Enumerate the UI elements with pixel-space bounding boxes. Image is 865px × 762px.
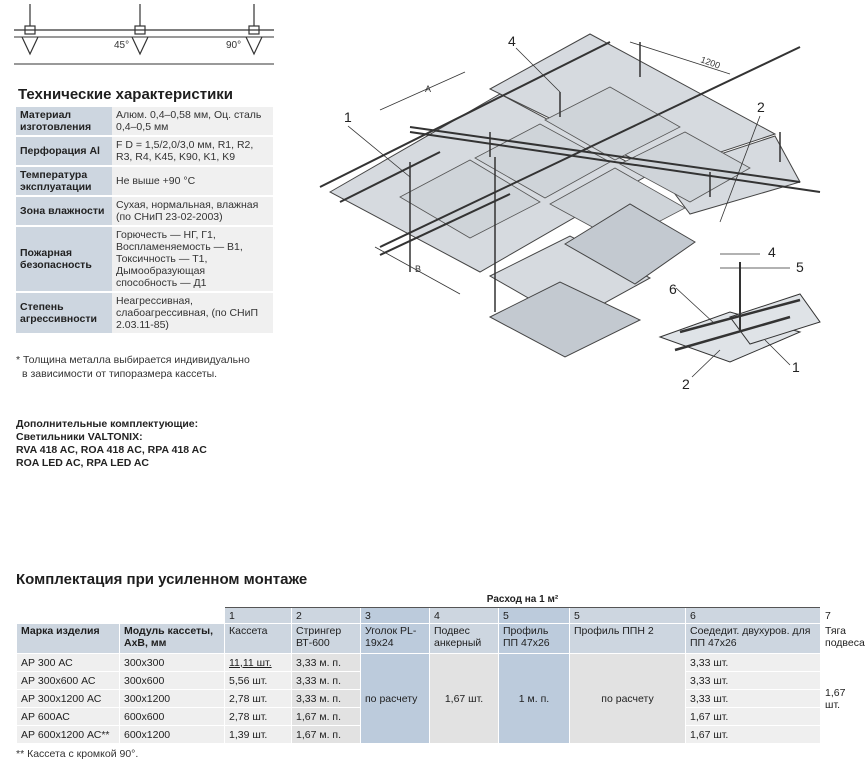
cell-cassette: 11,11 шт. [225, 654, 292, 672]
col-name: Стрингер ВТ-600 [292, 624, 361, 654]
extras-line: Светильники VALTONIX: [16, 431, 143, 443]
col-name: Соедедит. двухуров. для ПП 47х26 [686, 624, 821, 654]
extras-line: Дополнительные комплектующие: [16, 418, 199, 430]
extras-block [16, 418, 207, 470]
cell-module: 300х600 [120, 672, 225, 690]
spec-row [16, 226, 273, 292]
cell-stringer: 1,67 м. п. [292, 708, 361, 726]
extras-line: RVA 418 AC, ROA 418 AC, RPA 418 AC [16, 444, 207, 456]
callout-2-label: 2 [757, 99, 765, 115]
cell-connector: 3,33 шт. [686, 654, 821, 672]
detail-callout-4-label: 4 [768, 244, 776, 260]
detail-callout-1-label: 1 [792, 359, 800, 375]
cell-mark: АР 300 АС [17, 654, 120, 672]
dimension-a: A [425, 84, 432, 94]
spec-value: Алюм. 0,4–0,58 мм, Оц. сталь 0,4–0,5 мм [112, 107, 273, 136]
col-module-header: Модуль кассеты, АхВ, мм [120, 624, 225, 654]
callout-4-label: 4 [508, 33, 516, 49]
spec-row [16, 136, 273, 166]
cell-stringer: 1,67 м. п. [292, 726, 361, 744]
spec-note-line: * Толщина металла выбирается индивидуально [16, 354, 250, 366]
spec-row [16, 292, 273, 334]
cell-hanger: 1,67 шт. [430, 654, 499, 744]
detail-callout-5-label: 5 [796, 259, 804, 275]
cell-mark: АР 600х1200 АС** [17, 726, 120, 744]
cell-cassette: 5,56 шт. [225, 672, 292, 690]
cell-stringer: 3,33 м. п. [292, 672, 361, 690]
cell-module: 300х1200 [120, 690, 225, 708]
cell-stringer: 3,33 м. п. [292, 654, 361, 672]
cell-module: 300х300 [120, 654, 225, 672]
spec-key: Перфорация Al [16, 136, 112, 166]
kit-header-names: Марка изделия Модуль кассеты, АхВ, мм Кассета Стрингер ВТ-600 Уголок PL-19х24 Подвес анкерный Профиль ПП 47х26 Профиль ППН 2 Соедедит. двухуров. для ПП 47х26 Тяга подвеса [17, 624, 821, 654]
spec-footnote [16, 353, 278, 381]
col-name: Уголок PL-19х24 [361, 624, 430, 654]
cell-connector: 1,67 шт. [686, 708, 821, 726]
spec-value: Неагрессивная, слабоагрессивная, (по СНиП 2.03.11-85) [112, 292, 273, 334]
kit-title: Комплектация при усиленном монтаже [16, 571, 820, 592]
kit-footnote: ** Кассета с кромкой 90°. [16, 748, 139, 760]
profile-section-drawing [14, 4, 274, 68]
col-num: 5 [570, 608, 686, 624]
angle-90-label: 90° [226, 40, 242, 51]
kit-header-top [17, 592, 821, 608]
spec-key: Степень агрессивности [16, 292, 112, 334]
cell-cassette: 2,78 шт. [225, 708, 292, 726]
spec-value: Не выше +90 °С [112, 166, 273, 196]
kit-table [16, 591, 865, 744]
cell-cassette: 1,39 шт. [225, 726, 292, 744]
cell-profile-pp: 1 м. п. [499, 654, 570, 744]
consumption-header: Расход на 1 м² [225, 592, 821, 608]
col-num: 4 [430, 608, 499, 624]
cell-cassette: 2,78 шт. [225, 690, 292, 708]
callout-1-label: 1 [344, 109, 352, 125]
cell-profile-ppn: по расчету [570, 654, 686, 744]
cell-mark: АР 300х1200 АС [17, 690, 120, 708]
detail-callout-6-label: 6 [669, 281, 677, 297]
spec-row [16, 107, 273, 136]
dimension-1200: 1200 [699, 54, 722, 71]
cell-mark: АР 300х600 АС [17, 672, 120, 690]
detail-callout-2-label: 2 [682, 376, 690, 392]
spec-value: F D = 1,5/2,0/3,0 мм, R1, R2, R3, R4, K45, K90, K1, K9 [112, 136, 273, 166]
col-num: 3 [361, 608, 430, 624]
spec-key: Зона влажности [16, 196, 112, 226]
col-num: 5 [499, 608, 570, 624]
cell-connector: 1,67 шт. [686, 726, 821, 744]
cell-stringer: 3,33 м. п. [292, 690, 361, 708]
spec-key: Материал изготовления [16, 107, 112, 136]
col-name: Профиль ПП 47х26 [499, 624, 570, 654]
spec-note-line: в зависимости от типоразмера кассеты. [22, 368, 218, 380]
table-row: АР 300 АС 300х300 11,11 шт. 3,33 м. п. по расчету 1,67 шт. 1 м. п. по расчету 3,33 шт. 1,67 шт. [17, 654, 821, 672]
spec-title: Технические характеристики [18, 86, 273, 108]
cell-connector: 3,33 шт. [686, 672, 821, 690]
cell-angle: по расчету [361, 654, 430, 744]
spec-value: Сухая, нормальная, влажная (по СНиП 23-02-2003) [112, 196, 273, 226]
cell-module: 600х1200 [120, 726, 225, 744]
col-num: 2 [292, 608, 361, 624]
col-mark-header: Марка изделия [17, 624, 120, 654]
col-num: 1 [225, 608, 292, 624]
spec-value: Горючесть — НГ, Г1, Воспламеняемость — В1, Токсичность — Т1, Дымообразующая способность — Д1 [112, 226, 273, 292]
angle-45-label: 45° [114, 40, 130, 51]
cell-module: 600х600 [120, 708, 225, 726]
col-num: 6 [686, 608, 821, 624]
col-name: Подвес анкерный [430, 624, 499, 654]
spec-table [16, 107, 273, 335]
spec-row [16, 166, 273, 196]
dimension-b: B [415, 264, 422, 274]
spec-row [16, 196, 273, 226]
ceiling-assembly-drawing [320, 32, 840, 412]
col-name: Кассета [225, 624, 292, 654]
spec-key: Температура эксплуатации [16, 166, 112, 196]
cell-mark: АР 600АС [17, 708, 120, 726]
kit-header-numbers: 1 2 3 4 5 5 6 7 [17, 608, 821, 624]
col-name: Профиль ППН 2 [570, 624, 686, 654]
spec-key: Пожарная безопасность [16, 226, 112, 292]
cell-connector: 3,33 шт. [686, 690, 821, 708]
extras-line: ROA LED AC, RPA LED AC [16, 457, 149, 469]
